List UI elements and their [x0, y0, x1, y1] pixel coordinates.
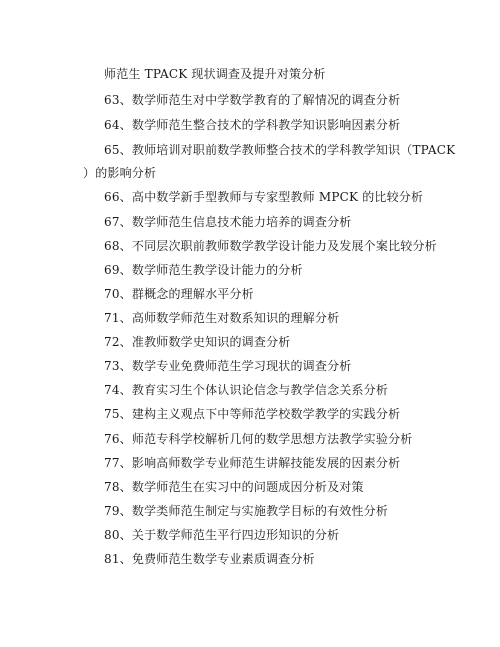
list-item-72: 72、准教师数学史知识的调查分析 — [104, 335, 291, 349]
list-item-69: 69、数学师范生教学设计能力的分析 — [104, 263, 303, 277]
list-item-77: 77、影响高师数学专业师范生讲解技能发展的因素分析 — [104, 456, 401, 470]
list-item-75: 75、建构主义观点下中等师范学校数学教学的实践分析 — [104, 407, 401, 421]
list-item-65: 65、教师培训对职前数学教师整合技术的学科教学知识（TPACK — [104, 143, 456, 157]
list-item-68: 68、不同层次职前教师数学教学设计能力及发展个案比较分析 — [104, 239, 437, 253]
list-item-71: 71、高师数学师范生对数系知识的理解分析 — [104, 311, 340, 325]
list-item-continuation: 师范生 TPACK 现状调查及提升对策分析 — [104, 67, 326, 81]
list-item-63: 63、数学师范生对中学数学教育的了解情况的调查分析 — [104, 93, 401, 107]
list-item-80: 80、关于数学师范生平行四边形知识的分析 — [104, 528, 340, 542]
list-item-70: 70、群概念的理解水平分析 — [104, 287, 254, 301]
list-item-74: 74、教育实习生个体认识论信念与教学信念关系分析 — [104, 383, 389, 397]
list-item-73: 73、数学专业免费师范生学习现状的调查分析 — [104, 359, 352, 373]
list-item-66: 66、高中数学新手型教师与专家型教师 MPCK 的比较分析 — [104, 190, 424, 204]
list-item-67: 67、数学师范生信息技术能力培养的调查分析 — [104, 215, 352, 229]
list-item-78: 78、数学师范生在实习中的问题成因分析及对策 — [104, 480, 364, 494]
list-item-64: 64、数学师范生整合技术的学科教学知识影响因素分析 — [104, 118, 401, 132]
list-item-81: 81、免费师范生数学专业素质调查分析 — [104, 552, 315, 566]
list-item-76: 76、师范专科学校解析几何的数学思想方法教学实验分析 — [104, 432, 413, 446]
list-item-79: 79、数学类师范生制定与实施教学目标的有效性分析 — [104, 504, 389, 518]
list-item-65-continuation: ）的影响分析 — [83, 166, 157, 180]
